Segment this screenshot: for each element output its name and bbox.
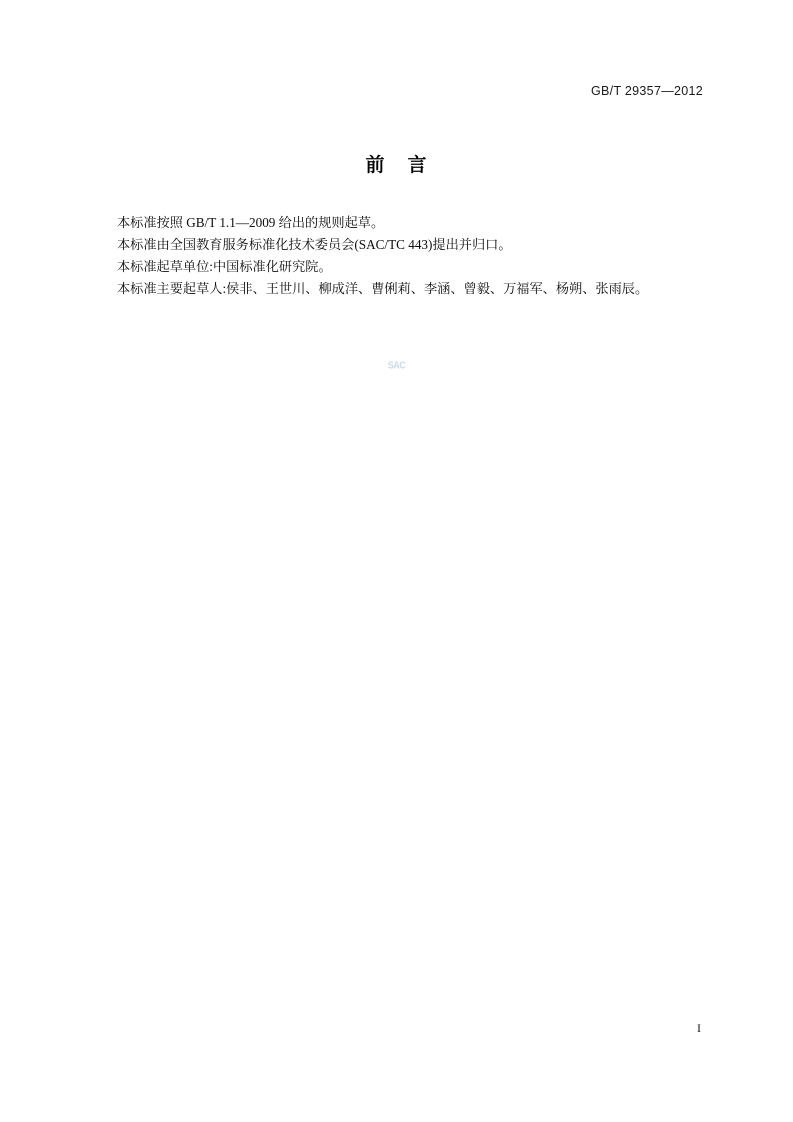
sac-stamp-text: SAC (387, 359, 406, 371)
foreword-body (117, 212, 697, 300)
page-number: I (697, 1021, 701, 1035)
sac-watermark-stamp (0, 355, 793, 373)
standard-number-header: GB/T 29357—2012 (591, 84, 703, 98)
foreword-paragraph: 本标准主要起草人:侯非、王世川、柳成洋、曹俐莉、李涵、曾毅、万福军、杨朔、张雨辰。 (117, 281, 649, 296)
foreword-paragraph: 本标准起草单位:中国标准化研究院。 (117, 259, 332, 274)
page-title (0, 150, 793, 177)
foreword-paragraph: 本标准按照 GB/T 1.1—2009 给出的规则起草。 (117, 215, 385, 230)
page-title-right: 言 (407, 155, 428, 176)
page-title-left: 前 (365, 155, 386, 176)
foreword-paragraph: 本标准由全国教育服务标准化技术委员会(SAC/TC 443)提出并归口。 (117, 237, 512, 252)
